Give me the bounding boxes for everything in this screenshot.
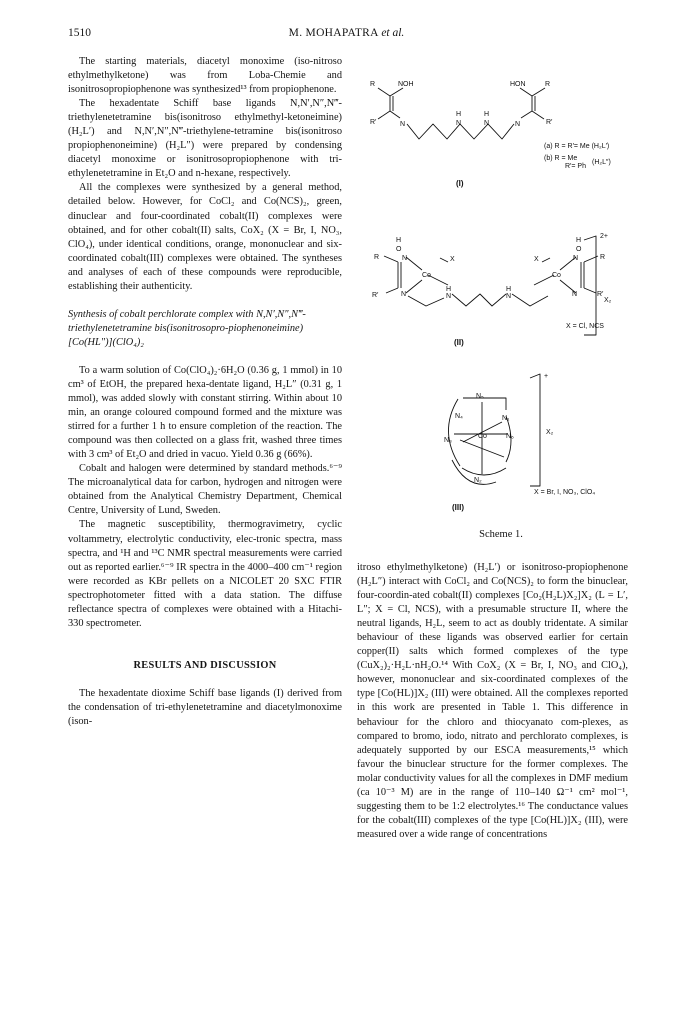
section-heading: RESULTS AND DISCUSSION <box>133 659 277 671</box>
atom-NOH: NOH <box>398 81 414 88</box>
atom-N4: N₄ <box>455 413 463 420</box>
bracket <box>530 374 540 486</box>
atom-N: N <box>572 291 578 298</box>
bond <box>390 111 400 118</box>
bond <box>452 294 506 306</box>
paragraph-analysis: Cobalt and halogen were determined by standard methods.⁶⁻⁹ The microanalytical data for carbon, hydrogen and nitrogen were obtained from the Analytical Chemistry Department, Chemical Centre, University of Lund, Sweden. <box>68 463 342 517</box>
legend-b3: (H₂L″) <box>592 159 611 166</box>
atom-R: R <box>600 254 606 261</box>
structure-II-label: (II) <box>454 338 464 347</box>
counter-ion-III: X₂ <box>546 429 554 436</box>
page-number: 1510 <box>68 27 91 39</box>
bond <box>542 258 550 262</box>
atom-R: R <box>545 81 551 88</box>
synthesis-subheading: Synthesis of cobalt perchlorate complex with N,N′,N″,N‴-triethylenetetramine bis(isonitrosopro-piophenoneimine) [Co(HL″)](ClO₄)₂ <box>68 308 306 348</box>
legend-b1: (b) R = Me <box>544 155 578 162</box>
atom-N: N <box>402 255 408 262</box>
bond <box>440 258 448 262</box>
bond <box>378 111 390 119</box>
bond <box>520 88 545 96</box>
atom-N: N <box>515 121 521 128</box>
bond <box>406 280 422 293</box>
atom-H: H <box>456 111 462 118</box>
atom-O: O <box>396 246 402 253</box>
bond <box>534 275 554 285</box>
charge-III: + <box>544 373 549 380</box>
atom-H: H <box>446 286 452 293</box>
bond <box>386 288 398 293</box>
bond <box>406 257 422 270</box>
paragraph-results-continued: itroso ethylmethylketone) (H₂L′) or isonitroso-propiophenone (H₂L″) interact with CoCl₂ and Co(NCS)₂ to form the binuclear, four-coordin-ated cobalt(II) complexes [Co₂(H₂L)X₂]X₂ (L = L′, L″; X = Cl, NCS), with a presumable structure II, where the neutral ligands, H₂L, seem to act as doubly tridentate. A similar behaviour of these ligands was observed earlier for certain copper(II) salts which formed complexes of the type (CuX₂)₂·H₂L·nH₂O.¹⁴ With CoX₂ (X = Br, I, NO₃ and ClO₄), however, mononuclear and six-coordinated complexes of the type [Co(HL)]X₂ (III) were obtained. All the complexes reported in this work are presented in Table 1. This difference in behaviour for the chloro and thiocyanato com-plexes, as compared to bromo, iodo, nitrato and perchlorato complexes, is adequately supported by our ESCA measurements,¹⁵ which favour the binuclear structure for the former complexes. The molar conductivity values for all the complexes in DMF medium (ca 10⁻³ M) are in the range of 110–140 Ω⁻¹ cm² mol⁻¹, suggesting them to be 1:2 electrolytes.¹⁶ The conductance values for the cobalt(III) complexes of the type [Co(HL)]X₂ (III), were measured over a wide range of concentrations <box>357 562 628 840</box>
atom-Co: Co <box>422 272 431 279</box>
bond <box>462 468 506 475</box>
paragraph-synthesis: To a warm solution of Co(ClO₄)₂·6H₂O (0.36 g, 1 mmol) in 10 cm³ of EtOH, the prepared hexa-dentate ligand, H₂L″ (0.31 g, 1 mmol), was added slowly with constant stirring. Within about 10 min, an orange coloured compound formed and the mixture was stirred for a further 1 h to ensure completion of the reaction. The compound was then collected on a glass frit, washed three times with 3 cm³ of Et₂O and dried in vacuo. Yield 0.36 g (66%). <box>68 364 342 461</box>
running-title-suffix: et al. <box>381 27 405 39</box>
atom-N: N <box>400 121 406 128</box>
atom-N: N <box>401 291 407 298</box>
running-header <box>0 27 693 39</box>
atom-R-prime: R′ <box>546 119 553 126</box>
legend-b2: R′= Ph <box>565 163 586 170</box>
atom-N: N <box>446 293 452 300</box>
bond <box>448 399 460 466</box>
bond <box>378 88 403 96</box>
atom-R: R <box>374 254 380 261</box>
running-title: M. MOHAPATRA <box>288 27 379 39</box>
bond <box>521 111 532 118</box>
atom-N: N <box>456 120 462 127</box>
atom-X: X <box>534 256 539 263</box>
paragraph-results: The hexadentate dioxime Schiff base ligands (I) derived from the condensation of tri-ethylenetetramine and diacetylmonoxime (ison- <box>68 687 342 727</box>
atom-H: H <box>484 111 490 118</box>
atom-Co: Co <box>552 272 561 279</box>
reaction-scheme <box>356 62 646 552</box>
bond <box>384 256 398 262</box>
x-values-II: X = Cl, NCS <box>566 323 604 330</box>
bond <box>512 294 548 306</box>
structure-I-label: (I) <box>456 179 464 188</box>
bond <box>408 296 444 306</box>
atom-N6: N₆ <box>506 433 514 440</box>
atom-N: N <box>573 255 579 262</box>
left-column <box>68 55 342 729</box>
atom-H: H <box>506 286 512 293</box>
bond <box>532 111 544 119</box>
bond <box>428 275 448 285</box>
atom-R-prime: R′ <box>597 291 604 298</box>
paragraph-measurements: The magnetic susceptibility, thermogravimetry, cyclic voltammetry, electrolytic conductivity, elec-tronic spectra, mass spectra, and ¹H and ¹³C NMR spectral measurements were carried out as reported earlier.⁶⁻⁹ IR spectra in the 4000–400 cm⁻¹ region were recorded as KBr pellets on a NICOLET 20 SXC FTIR spectrophotometer fitted with a data station. The diffuse reflectance spectra of complexes were obtained with a Hitachi-330 spectrometer. <box>68 519 342 629</box>
right-column <box>357 561 628 842</box>
structure-III-label: (III) <box>452 503 464 512</box>
atom-N: N <box>484 120 490 127</box>
bracket <box>584 236 596 335</box>
atom-X: X <box>450 256 455 263</box>
atom-R: R <box>370 81 376 88</box>
atom-O: O <box>576 246 582 253</box>
atom-N2: N₂ <box>474 477 482 484</box>
scheme-drawing <box>356 62 646 552</box>
atom-HON: HON <box>510 81 526 88</box>
atom-Co: Co <box>478 433 487 440</box>
atom-R-prime: R′ <box>372 292 379 299</box>
legend-a: (a) R = R′= Me (H₂L′) <box>544 143 610 150</box>
atom-H: H <box>396 237 402 244</box>
paragraph-complexes: All the complexes were synthesized by a general method, detailed below. However, for CoCl₂ and Co(NCS)₂, green, dinuclear and four-coordinated cobalt(II) complexes were obtained, and for other cobalt(II) salts, CoX₂ (X = Br, I, NO₃, ClO₄), under identical conditions, orange, mononuclear and six-coordinated cobalt(III) complexes were obtained. The syntheses and analyses of each of these compounds were reproducible, establishing their authenticity. <box>68 182 342 292</box>
atom-N1: N₁ <box>502 415 510 422</box>
scheme-caption: Scheme 1. <box>479 529 523 540</box>
x-values-III: X = Br, I, NO₃, ClO₄ <box>534 489 596 496</box>
paragraph-ligands: The hexadentate Schiff base ligands N,N′,N″,N‴-triethylenetetramine bis(isonitroso ethylmethyl-ketoneimine) (H₂L′) and N,N′,N″,N‴-triethylene-tetramine bis(isonitroso propiophenoneimine) (H₂L″) were prepared by condensing diacetyl monoxime or isonitrosopropiophenone with tri-ethylenetetramine in Et₂O and n-hexane, respectively. <box>68 98 342 180</box>
counter-ion-II: X₂ <box>604 297 612 304</box>
atom-N3: N₃ <box>444 437 452 444</box>
bond <box>584 288 596 293</box>
bond <box>463 398 506 410</box>
atom-N: N <box>506 293 512 300</box>
atom-N5: N₅ <box>476 393 484 400</box>
charge-II: 2+ <box>600 233 608 240</box>
paragraph-starting-materials: The starting materials, diacetyl monoxime (iso-nitroso ethylmethylketone) was from Loba-Chemie and isonitrosopropiophenone was synthesized¹³ from propiophenone. <box>68 56 342 96</box>
atom-R-prime: R′ <box>370 119 377 126</box>
atom-H: H <box>576 237 582 244</box>
